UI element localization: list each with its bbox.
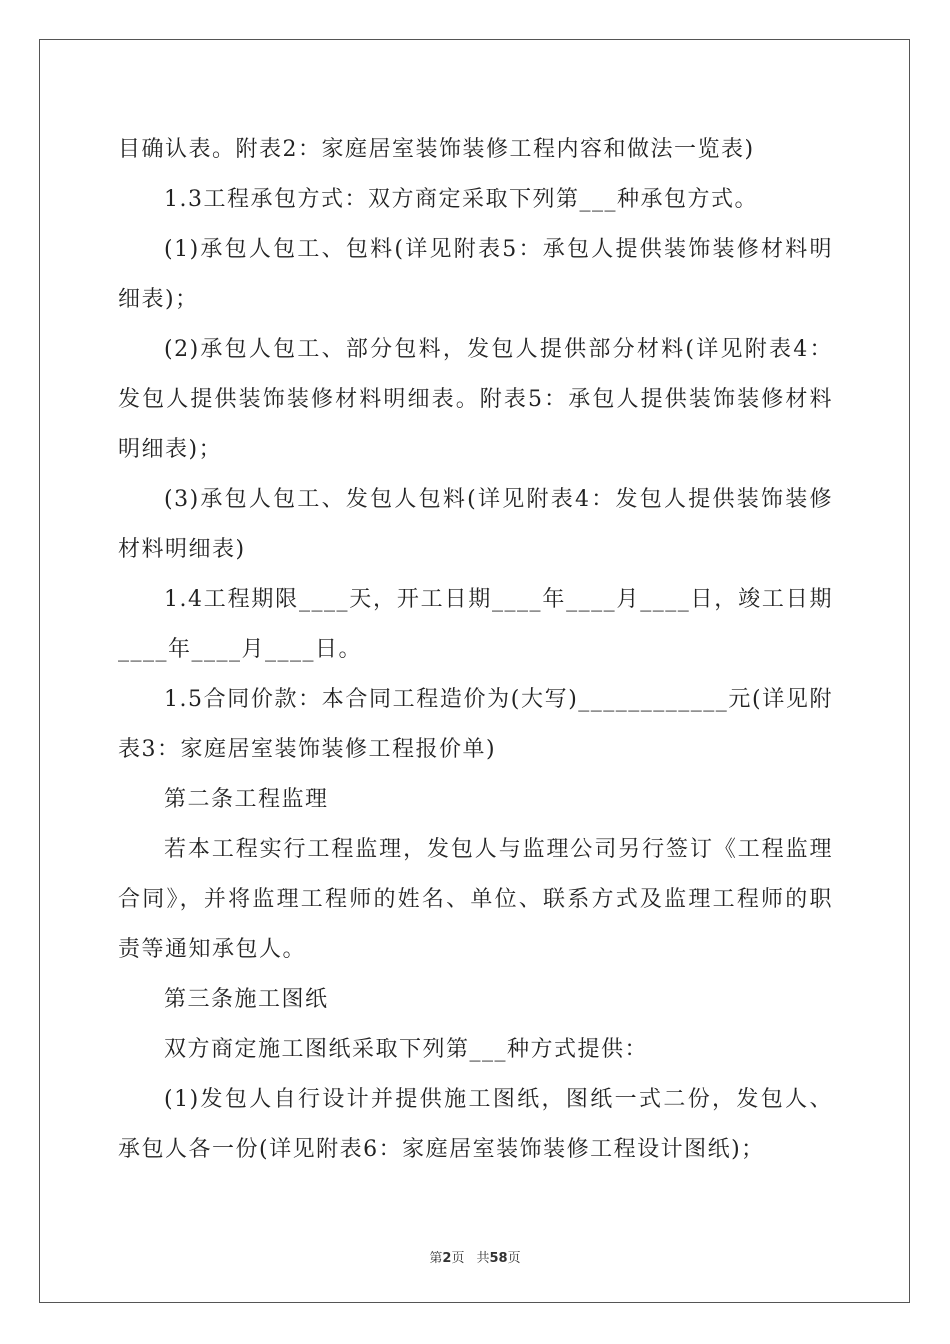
paragraph-option-2: (2)承包人包工、部分包料，发包人提供部分材料(详见附表4：发包人提供装饰装修材料明细表。附表5：承包人提供装饰装修材料明细表)； — [118, 337, 833, 462]
footer-current-page: 2 — [442, 1251, 452, 1266]
footer-total-pages: 58 — [489, 1251, 508, 1266]
heading-article-2: 第二条工程监理 — [164, 787, 329, 812]
paragraph-contract-method: 1.3工程承包方式：双方商定采取下列第___种承包方式。 — [164, 187, 758, 212]
paragraph-supervision: 若本工程实行工程监理，发包人与监理公司另行签订《工程监理合同》，并将监理工程师的姓名、单位、联系方式及监理工程师的职责等通知承包人。 — [118, 837, 833, 962]
paragraph-option-3: (3)承包人包工、发包人包料(详见附表4：发包人提供装饰装修材料明细表) — [118, 487, 833, 562]
paragraph-continuation: 目确认表。附表2：家庭居室装饰装修工程内容和做法一览表) — [118, 137, 755, 162]
paragraph-drawings-method: 双方商定施工图纸采取下列第___种方式提供： — [164, 1037, 649, 1062]
paragraph-option-1: (1)承包人包工、包料(详见附表5：承包人提供装饰装修材料明细表)； — [118, 237, 833, 312]
paragraph-contract-price: 1.5合同价款：本合同工程造价为(大写)____________元(详见附表3：家庭居室装饰装修工程报价单) — [118, 687, 833, 762]
paragraph-project-period: 1.4工程期限____天，开工日期____年____月____日，竣工日期____年____月____日。 — [118, 587, 833, 662]
paragraph-drawings-option-1: (1)发包人自行设计并提供施工图纸，图纸一式二份，发包人、承包人各一份(详见附表6：家庭居室装饰装修工程设计图纸)； — [118, 1087, 833, 1162]
page-footer — [0, 1247, 950, 1266]
footer-prefix: 第 — [429, 1251, 443, 1266]
document-body — [118, 125, 833, 1175]
footer-total-unit: 页 — [507, 1251, 521, 1266]
footer-total-prefix: 共 — [476, 1251, 490, 1266]
footer-page-unit: 页 — [451, 1251, 465, 1266]
heading-article-3: 第三条施工图纸 — [164, 987, 329, 1012]
